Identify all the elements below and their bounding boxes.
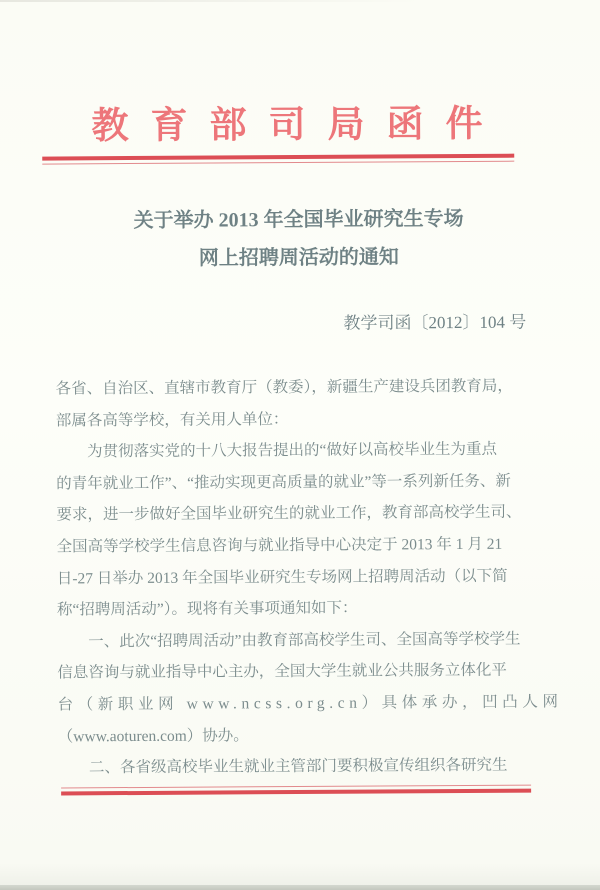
body-line: 全国高等学校学生信息咨询与就业指导中心决定于 2013 年 1 月 21 — [56, 535, 503, 556]
body-line: 要求，进一步做好全国毕业研究生的就业工作，教育部高校学生司、 — [56, 504, 522, 524]
body-line: 信息咨询与就业指导中心主办，全国大学生就业公共服务立体化平 — [57, 662, 507, 682]
document-header-title: 教育部司局函件 — [91, 103, 505, 148]
body-line: 二、各省级高校毕业生就业主管部门要积极宣传组织各研究生 — [88, 756, 508, 777]
document-body — [55, 371, 563, 785]
body-line: 为贯彻落实党的十八大报告提出的“做好以高校毕业生为重点 — [86, 440, 497, 461]
body-line: 日-27 日举办 2013 年全国毕业研究生专场网上招聘周活动（以下简 — [56, 567, 508, 588]
footer-separator-line — [61, 785, 531, 796]
document-title — [0, 199, 599, 279]
document-title-line1: 关于举办 2013 年全国毕业研究生专场 — [133, 207, 464, 233]
body-line: 称“招聘周活动”）。现将有关事项通知如下： — [56, 599, 358, 619]
body-line: 一、此次“招聘周活动”由教育部高校学生司、全国高等学校学生 — [88, 630, 521, 651]
scan-bottom-edge — [0, 885, 600, 890]
body-line: 部属各高等学校，有关用人单位： — [55, 410, 289, 430]
document-number: 教学司函〔2012〕104 号 — [343, 312, 527, 333]
document-title-line2: 网上招聘周活动的通知 — [198, 246, 399, 270]
body-line: 各省、自治区、直辖市教育厅（教委），新疆生产建设兵团教育局， — [55, 377, 513, 398]
body-line: （www.aoturen.com）协办。 — [57, 726, 249, 746]
header-separator-line — [42, 154, 514, 165]
body-line: 的青年就业工作”、“推动实现更高质量的就业”等一系列新任务、新 — [56, 472, 511, 493]
body-line: 台（新职业网 www.ncss.org.cn）具体承办，凹凸人网 — [57, 693, 563, 714]
